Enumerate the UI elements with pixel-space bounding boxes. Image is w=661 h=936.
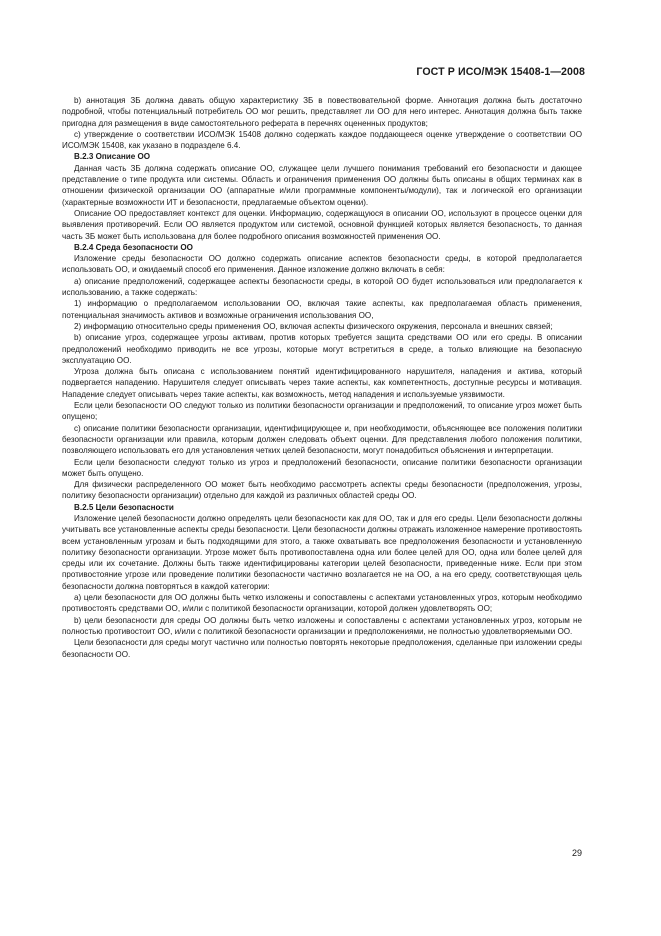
paragraph: 2) информацию относительно среды применения ОО, включая аспекты физического окружения, персонала и внешних связей;: [74, 321, 553, 331]
paragraph: Если цели безопасности ОО следуют только из политики безопасности организации и предположений, то описание угроз может быть опущено;: [62, 401, 582, 422]
paragraph: Для физически распределенного ОО может быть необходимо рассмотреть аспекты среды безопасности (предположения, угрозы, политику безопасности организации) отдельно для каждой из различных областей среды ОО.: [62, 480, 582, 501]
paragraph: а) описание предположений, содержащее аспекты безопасности среды, в которой ОО будет использоваться или предполагается к использованию, а также содержать:: [62, 276, 582, 298]
section-heading: В.2.5 Цели безопасности: [74, 502, 174, 512]
paragraph: Изложение среды безопасности ОО должно содержать описание аспектов безопасности среды, в которой предполагается использовать ОО, и ожидаемый способ его применения. Данное изложение должно включать в себя:: [62, 254, 582, 275]
paragraph: Если цели безопасности следуют только из угроз и предположений безопасности, описание политики безопасности организации может быть опущено.: [62, 457, 582, 478]
paragraph: c) утверждение о соответствии ИСО/МЭК 15408 должно содержать каждое поддающееся оценке утверждение о соответствии ОО ИСО/МЭК 15408, как указано в подразделе 6.4.: [62, 129, 582, 151]
paragraph: Описание ОО предоставляет контекст для оценки. Информацию, содержащуюся в описании ОО, используют в процессе оценки для выявления противоречий. Если ОО является продуктом или системой, основной функцией которых является безопасность, то данная часть ЗБ может быть использована для более подробного описания возможностей применения ОО.: [62, 208, 582, 241]
paragraph: b) цели безопасности для среды ОО должны быть четко изложены и сопоставлены с аспектами установленных угроз, которым не полностью противостоит ОО, и/или с политикой безопасности организации и предположениями, не полностью удовлетворяемыми ОО.: [62, 615, 582, 636]
paragraph: 1) информацию о предполагаемом использовании ОО, включая такие аспекты, как предполагаемая область применения, потенциальная значимость активов и возможные ограничения использования ОО,: [62, 299, 582, 320]
paragraph: c) описание политики безопасности организации, идентифицирующее и, при необходимости, объясняющее все положения политики безопасности организации или правила, которым должен следовать объект оценки. Для представления любого положения политики, позволяющего использовать его для установления четких целей безопасности, могут понадобиться объяснения и интерпретации.: [62, 423, 582, 456]
paragraph: b) аннотация ЗБ должна давать общую характеристику ЗБ в повествовательной форме. Аннотация должна быть достаточно подробной, чтобы потенциальный потребитель ОО мог решить, представляет ли ОО для него интерес. Аннотация должна быть также пригодна для размещения в виде самостоятельного реферата в перечнях оцененных продуктов;: [62, 96, 582, 128]
paragraph: Цели безопасности для среды могут частично или полностью повторять некоторые предположения, сделанные при изложении среды безопасности ОО.: [62, 638, 582, 659]
page-number: 29: [571, 848, 582, 858]
document-header: ГОСТ Р ИСО/МЭК 15408-1—2008: [416, 66, 585, 78]
paragraph: Данная часть ЗБ должна содержать описание ОО, служащее цели лучшего понимания требований его безопасности и дающее представление о типе продукта или системы. Область и ограничения применения ОО должны быть описаны в общих терминах как в отношении физической организации ОО (аппаратные и/или программные компоненты/модули), так и логической его организации (характерные возможности ИТ и безопасности, предлагаемые объектом оценки).: [62, 163, 582, 207]
section-heading: В.2.4 Среда безопасности ОО: [74, 242, 193, 252]
document-body: [62, 95, 582, 660]
section-heading: В.2.3 Описание ОО: [74, 152, 151, 162]
paragraph: b) описание угроз, содержащее угрозы активам, против которых требуется защита средствами ОО или его среды. В описании предположений необходимо приводить не все угрозы, которые могут встретиться в среде, а только влияющие на безопасную эксплуатацию ОО.: [62, 333, 582, 365]
paragraph: Угроза должна быть описана с использованием понятий идентифицированного нарушителя, нападения и актива, который подвергается нападению. Нарушителя следует описывать через такие аспекты, как компетентность, доступные ресурсы и мотивация. Нападение следует описывать через такие аспекты, как возможность, метод нападения и используемые уязвимости.: [62, 367, 582, 399]
paragraph: а) цели безопасности для ОО должны быть четко изложены и сопоставлены с аспектами установленных угроз, которым необходимо противостоять средствами ОО, и/или с политикой безопасности организации, которой должен удовлетворять ОО;: [62, 593, 582, 614]
paragraph: Изложение целей безопасности должно определять цели безопасности как для ОО, так и для его среды. Цели безопасности должны учитывать все установленные аспекты среды безопасности. Цели безопасности должны отражать изложенное намерение противостоять всем установленным угрозам и быть подходящими для этого, а также охватывать все предположения безопасности и установленную политику безопасности организации. Угрозе может быть противопоставлена одна или более целей для ОО, одна или более целей для среды или их сочетание. Должны быть также идентифицированы категории целей безопасности, приведенные ниже. Если при этом противостояние угрозе или проведение политики безопасности частично возлагается не на ОО, а на его среду, соответствующая цель безопасности должна повторяться в каждой категории:: [62, 513, 582, 591]
